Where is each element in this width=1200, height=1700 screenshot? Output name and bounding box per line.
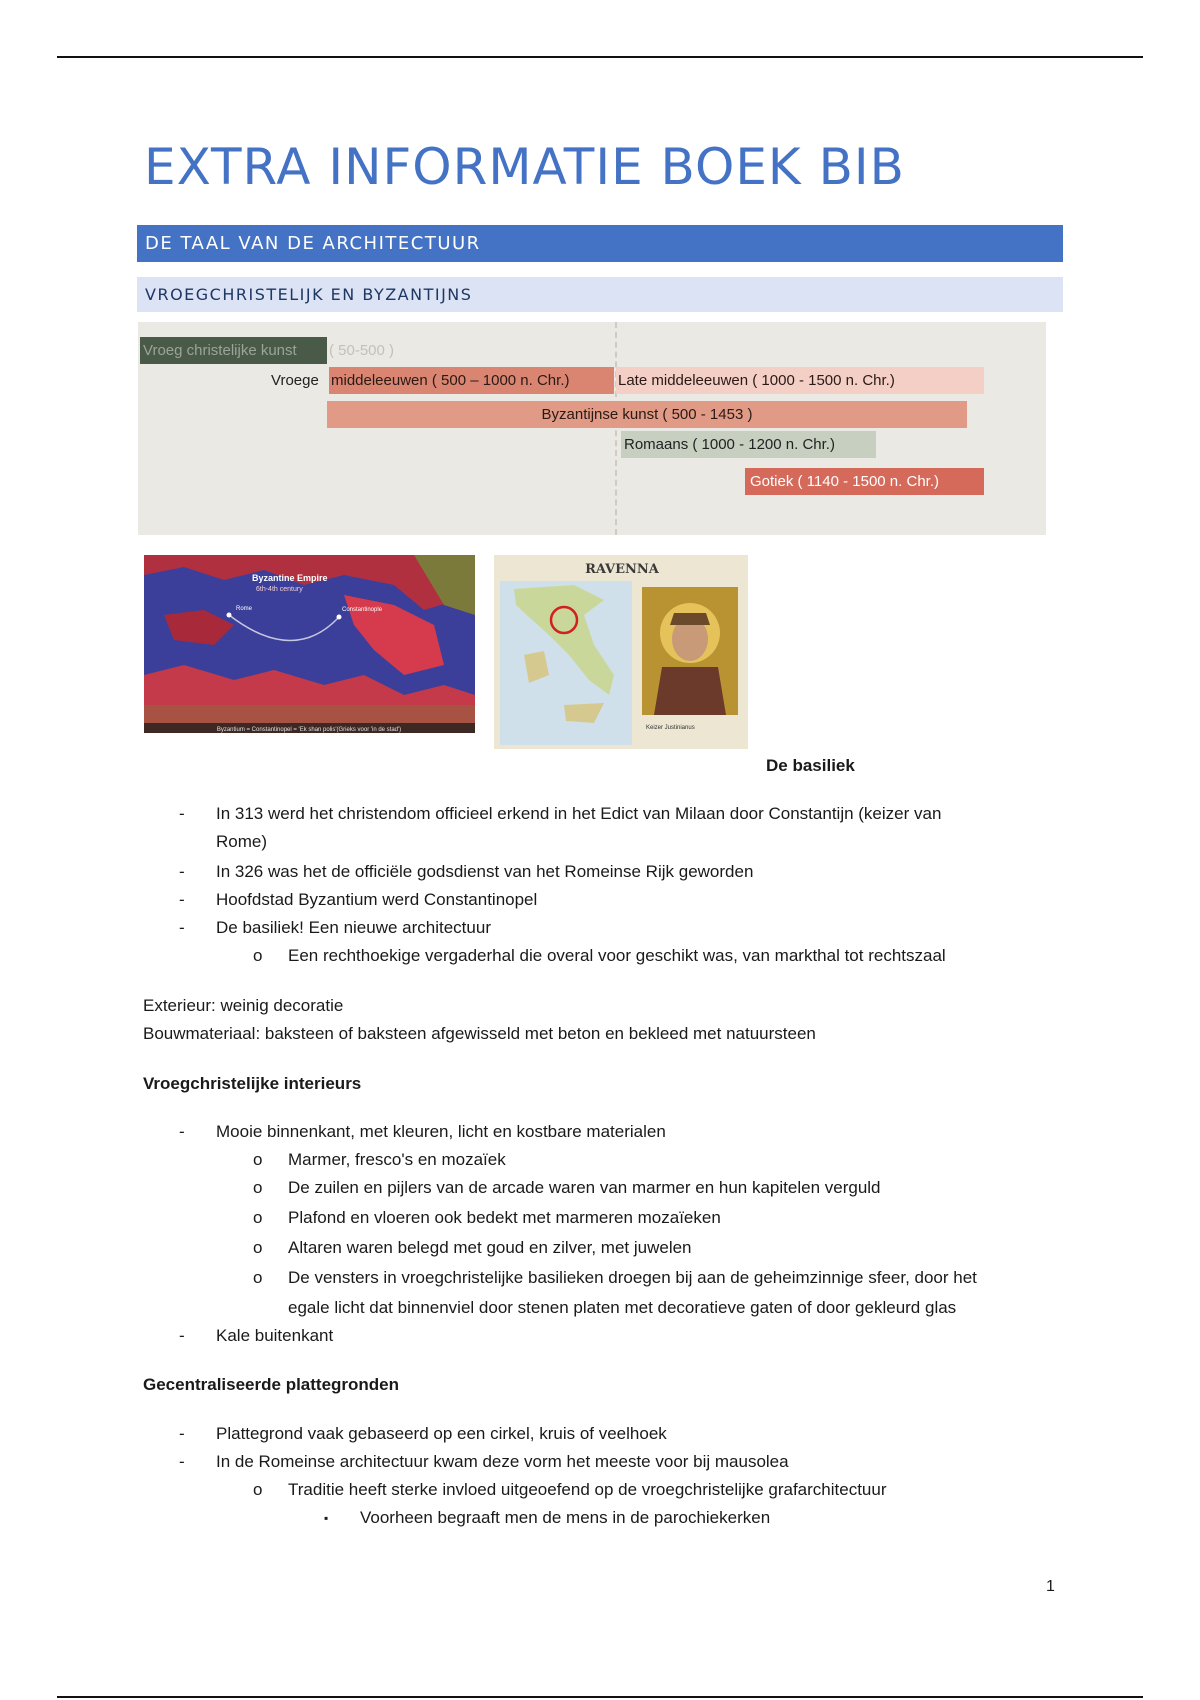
list-marker: - bbox=[179, 1424, 185, 1443]
list-marker: - bbox=[179, 1452, 185, 1471]
list-marker: ▪ bbox=[324, 1511, 329, 1525]
ravenna-illustration bbox=[494, 555, 748, 749]
list-item-continued: Rome) bbox=[216, 832, 268, 851]
map-sublabel: 6th-4th century bbox=[256, 586, 303, 593]
list-marker: o bbox=[253, 1238, 263, 1257]
heading-1: DE TAAL VAN DE ARCHITECTUUR bbox=[137, 225, 1063, 262]
timeline-figure bbox=[138, 322, 1046, 535]
list-item: Mooie binnenkant, met kleuren, licht en kostbare materialen bbox=[216, 1122, 666, 1141]
timeline-vroege-middeleeuwen: middeleeuwen ( 500 – 1000 n. Chr.) bbox=[329, 367, 614, 394]
map-caption: Byzantium = Constantinopel = 'Ek shan polis'(Grieks voor 'in de stad') bbox=[216, 727, 402, 733]
list-item: De vensters in vroegchristelijke basilieken droegen bij aan de geheimzinnige sfeer, door het bbox=[288, 1268, 977, 1287]
list-marker: o bbox=[253, 1480, 263, 1499]
list-item: In 313 werd het christendom officieel erkend in het Edict van Milaan door Constantijn (keizer van bbox=[216, 804, 942, 823]
map-city-constantinople: Constantinople bbox=[342, 607, 383, 613]
bouwmateriaal-line: Bouwmateriaal: baksteen of baksteen afgewisseld met beton en bekleed met natuursteen bbox=[143, 1024, 816, 1043]
list-marker: - bbox=[179, 862, 185, 881]
list-item: In de Romeinse architectuur kwam deze vorm het meeste voor bij mausolea bbox=[216, 1452, 789, 1471]
page-title: EXTRA INFORMATIE BOEK BIB bbox=[144, 138, 905, 196]
timeline-divider bbox=[615, 322, 617, 535]
list-marker: o bbox=[253, 1268, 263, 1287]
ravenna-title: RAVENNA bbox=[585, 562, 659, 577]
list-item: De zuilen en pijlers van de arcade waren van marmer en hun kapitelen verguld bbox=[288, 1178, 881, 1197]
heading-2: VROEGCHRISTELIJK EN BYZANTIJNS bbox=[137, 277, 1063, 312]
ravenna-caption: Keizer Justinianus bbox=[646, 725, 695, 731]
heading-interieurs: Vroegchristelijke interieurs bbox=[143, 1074, 362, 1093]
list-item-continued: egale licht dat binnenviel door stenen platen met decoratieve gaten of door gekleurd glas bbox=[288, 1298, 957, 1317]
map-label: Byzantine Empire bbox=[252, 573, 328, 583]
timeline-romaans: Romaans ( 1000 - 1200 n. Chr.) bbox=[621, 431, 876, 458]
section-title-basiliek: De basiliek bbox=[766, 756, 855, 775]
list-marker: o bbox=[253, 1208, 263, 1227]
list-marker: o bbox=[253, 1150, 263, 1169]
list-item: Plattegrond vaak gebaseerd op een cirkel, kruis of veelhoek bbox=[216, 1424, 667, 1443]
list-item: In 326 was het de officiële godsdienst van het Romeinse Rijk geworden bbox=[216, 862, 754, 881]
list-item: Plafond en vloeren ook bedekt met marmeren mozaïeken bbox=[288, 1208, 721, 1227]
list-item: Kale buitenkant bbox=[216, 1326, 334, 1345]
bottom-rule bbox=[57, 1696, 1143, 1698]
timeline-late-middeleeuwen: Late middeleeuwen ( 1000 - 1500 n. Chr.) bbox=[616, 367, 984, 394]
list-item: Een rechthoekige vergaderhal die overal voor geschikt was, van markthal tot rechtszaal bbox=[288, 946, 946, 965]
list-marker: - bbox=[179, 890, 185, 909]
map-city-rome: Rome bbox=[236, 606, 253, 612]
list-marker: o bbox=[253, 1178, 263, 1197]
exterieur-line: Exterieur: weinig decoratie bbox=[143, 996, 344, 1015]
timeline-vroege-prefix: Vroege bbox=[271, 372, 319, 389]
byzantine-empire-map-image bbox=[144, 555, 475, 733]
ravenna-map-image bbox=[494, 555, 748, 749]
top-rule bbox=[57, 56, 1143, 58]
list-item: Altaren waren belegd met goud en zilver, met juwelen bbox=[288, 1238, 692, 1257]
list-marker: - bbox=[179, 918, 185, 937]
list-marker: - bbox=[179, 1326, 185, 1345]
list-item: Voorheen begraaft men de mens in de parochiekerken bbox=[360, 1508, 771, 1527]
map-illustration bbox=[144, 555, 475, 733]
list-item: Marmer, fresco's en mozaïek bbox=[288, 1150, 506, 1169]
timeline-vroeg-christelijk: Vroeg christelijke kunst bbox=[140, 337, 327, 364]
list-marker: - bbox=[179, 804, 185, 823]
timeline-gotiek: Gotiek ( 1140 - 1500 n. Chr.) bbox=[745, 468, 984, 495]
page-number: 1 bbox=[1046, 1578, 1055, 1595]
timeline-vroeg-christelijk-dates: ( 50-500 ) bbox=[329, 342, 395, 359]
heading-plattegronden: Gecentraliseerde plattegronden bbox=[143, 1375, 400, 1394]
list-item: Traditie heeft sterke invloed uitgeoefend op de vroegchristelijke grafarchitectuur bbox=[288, 1480, 887, 1499]
list-marker: o bbox=[253, 946, 263, 965]
list-marker: - bbox=[179, 1122, 185, 1141]
list-item: Hoofdstad Byzantium werd Constantinopel bbox=[216, 890, 538, 909]
list-item: De basiliek! Een nieuwe architectuur bbox=[216, 918, 491, 937]
timeline-byzantijnse-kunst: Byzantijnse kunst ( 500 - 1453 ) bbox=[327, 401, 967, 428]
